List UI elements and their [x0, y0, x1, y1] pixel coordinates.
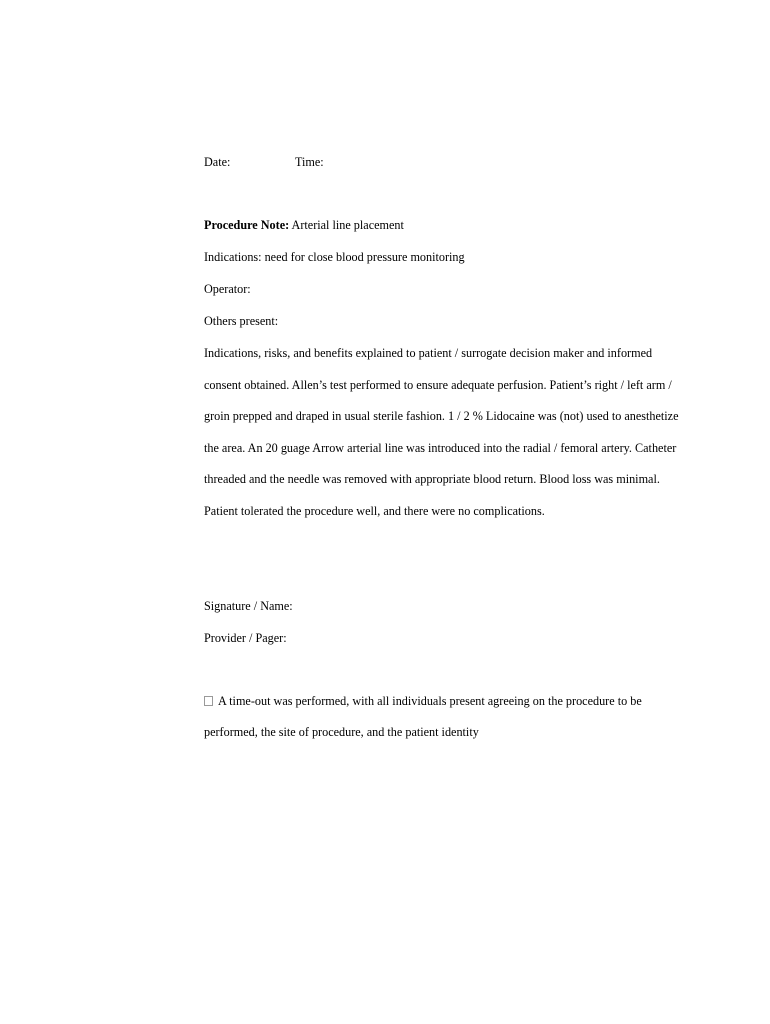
signature-name-label: Signature / Name: [204, 599, 293, 613]
narrative-line: consent obtained. Allen’s test performed to ensure adequate perfusion. Patient’s right / left arm / [204, 378, 672, 392]
others-present-label: Others present: [204, 314, 279, 328]
narrative-line: groin prepped and draped in usual sterile fashion. 1 / 2 % Lidocaine was (not) used to anesthetize [204, 409, 679, 423]
operator-label: Operator: [204, 282, 251, 296]
timeout-line-1 [204, 693, 642, 709]
timeout-text-1: A time-out was performed, with all individuals present agreeing on the procedure to be [218, 694, 642, 708]
narrative-line: the area. An 20 guage Arrow arterial line was introduced into the radial / femoral artery. Catheter [204, 441, 677, 455]
timeout-line-2: performed, the site of procedure, and the patient identity [204, 725, 479, 739]
procedure-note-line [204, 217, 404, 233]
timeout-checkbox[interactable] [204, 696, 213, 706]
procedure-note-label: Procedure Note: [204, 218, 290, 232]
narrative-line: Patient tolerated the procedure well, and there were no complications. [204, 504, 545, 518]
narrative-line: threaded and the needle was removed with appropriate blood return. Blood loss was minimal. [204, 472, 660, 486]
provider-pager-label: Provider / Pager: [204, 631, 287, 645]
narrative-line: Indications, risks, and benefits explained to patient / surrogate decision maker and informed [204, 346, 653, 360]
time-label: Time: [295, 155, 324, 169]
indications-line: Indications: need for close blood pressure monitoring [204, 250, 465, 264]
date-label: Date: [204, 155, 231, 169]
procedure-note-value: Arterial line placement [289, 218, 404, 232]
